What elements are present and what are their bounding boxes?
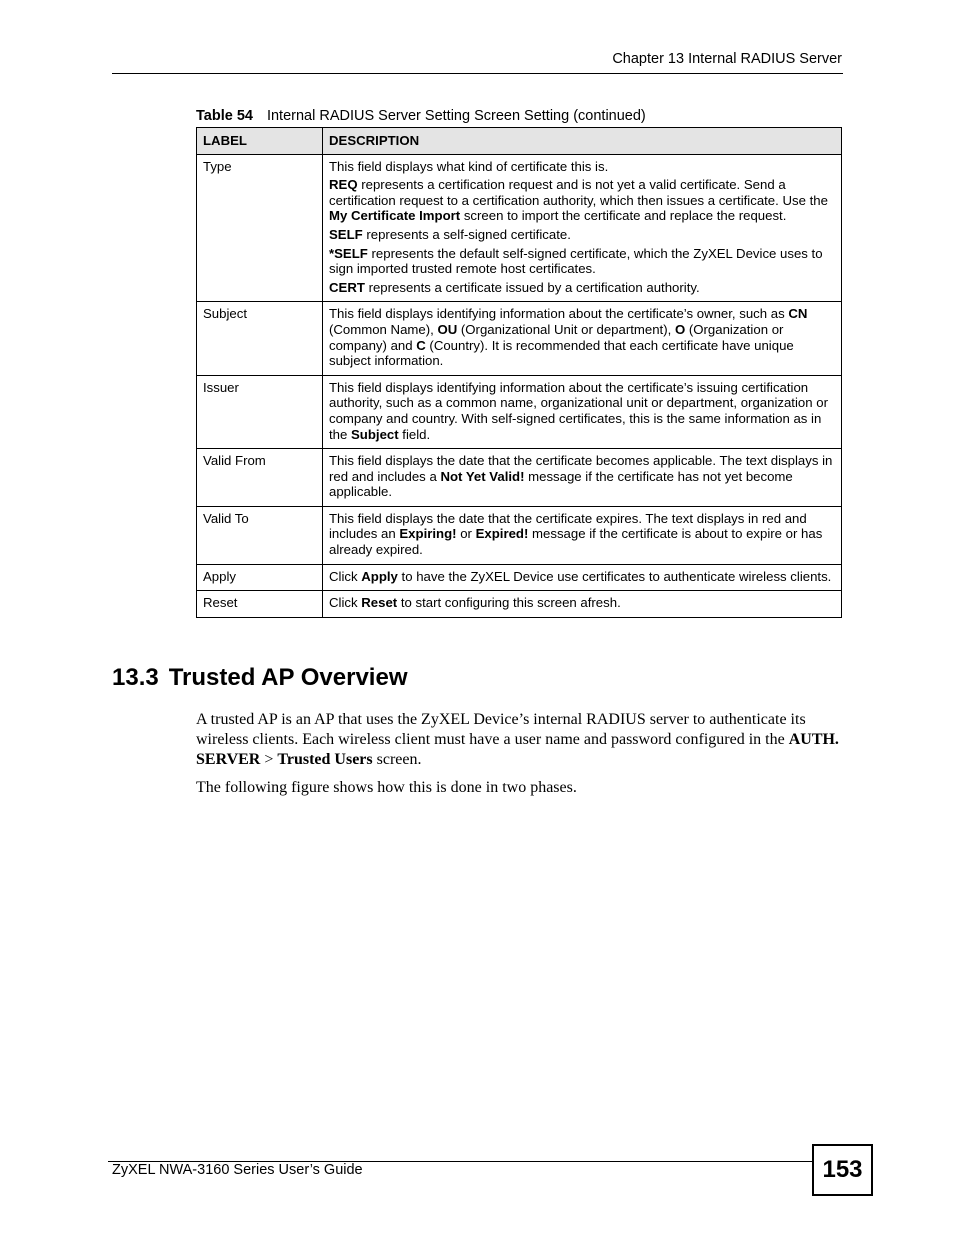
row-label-apply: Apply bbox=[197, 564, 323, 591]
subject-text-5: (Country). It is recommended that each certificate have unique subject information. bbox=[329, 337, 794, 369]
table-number: Table 54 bbox=[196, 108, 253, 124]
table-row bbox=[197, 449, 842, 507]
auth-server-keyword: AUTH. SERVER bbox=[196, 731, 839, 768]
row-label-valid-from: Valid From bbox=[197, 449, 323, 507]
req-text-b: screen to import the certificate and replace the request. bbox=[460, 208, 787, 224]
row-description-subject bbox=[323, 302, 842, 375]
table-row bbox=[197, 591, 842, 618]
table-row bbox=[197, 375, 842, 448]
self-keyword: SELF bbox=[329, 226, 363, 242]
section-heading bbox=[112, 664, 408, 692]
row-label-type: Type bbox=[197, 154, 323, 302]
row-description-valid-to bbox=[323, 506, 842, 564]
body-paragraph-2: The following figure shows how this is done in two phases. bbox=[196, 779, 577, 796]
header-rule bbox=[112, 73, 843, 74]
row-description-type bbox=[323, 154, 842, 302]
cert-keyword: CERT bbox=[329, 279, 365, 295]
reset-text-2: to start configuring this screen afresh. bbox=[397, 595, 621, 611]
page-number: 153 bbox=[812, 1144, 873, 1196]
subject-text-2: (Common Name), bbox=[329, 321, 438, 337]
valid-to-text-3: message if the certificate is about to expire or has already expired. bbox=[329, 526, 823, 558]
valid-from-text-1: This field displays the date that the certificate becomes applicable. The text displays in red and includes a bbox=[329, 453, 833, 484]
row-label-reset: Reset bbox=[197, 591, 323, 618]
type-desc-star-self bbox=[329, 246, 836, 277]
row-label-valid-to: Valid To bbox=[197, 506, 323, 564]
table-row bbox=[197, 506, 842, 564]
cert-text: represents a certificate issued by a certification authority. bbox=[364, 279, 700, 295]
subject-text-3: (Organizational Unit or department), bbox=[457, 321, 675, 337]
table-row bbox=[197, 564, 842, 591]
reset-text-1: Click bbox=[329, 595, 362, 611]
section-number: 13.3 bbox=[112, 664, 159, 691]
table-title: Internal RADIUS Server Setting Screen Setting (continued) bbox=[266, 108, 646, 124]
my-certificate-import-keyword: My Certificate Import bbox=[329, 208, 461, 224]
expired-keyword: Expired! bbox=[475, 526, 529, 542]
row-label-issuer: Issuer bbox=[197, 375, 323, 448]
table-caption bbox=[196, 108, 646, 124]
settings-table bbox=[196, 127, 842, 618]
req-keyword: REQ bbox=[329, 177, 358, 193]
trusted-users-keyword: Trusted Users bbox=[277, 751, 373, 768]
row-description-valid-from bbox=[323, 449, 842, 507]
table-row bbox=[197, 302, 842, 375]
p1-text-a: A trusted AP is an AP that uses the ZyXEL Device’s internal RADIUS server to authenticate its wireless clients. Each wireless client must have a user name and password configured in the bbox=[196, 711, 806, 748]
subject-text-4: (Organization or company) and bbox=[329, 321, 784, 353]
apply-keyword: Apply bbox=[361, 568, 398, 584]
body-paragraph-1 bbox=[196, 710, 846, 770]
c-keyword: C bbox=[416, 337, 426, 353]
cn-keyword: CN bbox=[788, 306, 808, 322]
valid-to-text-1: This field displays the date that the certificate expires. The text displays in red and includes an bbox=[329, 510, 807, 542]
row-description-apply bbox=[323, 564, 842, 591]
p1-text-b: > bbox=[260, 751, 278, 768]
subject-keyword: Subject bbox=[351, 426, 399, 442]
valid-to-text-2: or bbox=[456, 526, 476, 542]
type-desc-intro: This field displays what kind of certificate this is. bbox=[329, 158, 609, 174]
subject-text-1: This field displays identifying information about the certificate’s owner, such as bbox=[329, 306, 789, 322]
p1-text-c: screen. bbox=[372, 751, 422, 768]
issuer-text-1: This field displays identifying information about the certificate’s issuing certification authority, such as a common name, organizational unit or department, organization or company and country. With self-signed certificates, this is the same information as in the bbox=[329, 379, 828, 442]
table-header-row bbox=[197, 128, 842, 155]
star-self-text: represents the default self-signed certificate, which the ZyXEL Device uses to sign imported trusted remote host certificates. bbox=[329, 245, 823, 277]
expiring-keyword: Expiring! bbox=[399, 526, 457, 542]
self-text: represents a self-signed certificate. bbox=[362, 226, 571, 242]
row-description-issuer bbox=[323, 375, 842, 448]
apply-text-1: Click bbox=[329, 568, 362, 584]
not-yet-valid-keyword: Not Yet Valid! bbox=[440, 468, 525, 484]
o-keyword: O bbox=[674, 321, 686, 337]
type-desc-self bbox=[329, 227, 836, 243]
row-label-subject: Subject bbox=[197, 302, 323, 375]
row-description-reset bbox=[323, 591, 842, 618]
apply-text-2: to have the ZyXEL Device use certificates to authenticate wireless clients. bbox=[397, 568, 832, 584]
footer-guide-title: ZyXEL NWA-3160 Series User’s Guide bbox=[112, 1162, 363, 1178]
column-header-label: LABEL bbox=[197, 128, 323, 155]
ou-keyword: OU bbox=[437, 321, 458, 337]
star-self-keyword: *SELF bbox=[329, 245, 368, 261]
table-row bbox=[197, 154, 842, 302]
req-text-a: represents a certification request and is not yet a valid certificate. Send a certification request to a certification authority, which then issues a certificate. Use the bbox=[329, 177, 828, 208]
section-title: Trusted AP Overview bbox=[168, 664, 408, 691]
reset-keyword: Reset bbox=[361, 595, 398, 611]
type-desc-cert bbox=[329, 280, 836, 296]
issuer-text-2: field. bbox=[398, 426, 431, 442]
chapter-header: Chapter 13 Internal RADIUS Server bbox=[612, 51, 842, 67]
type-desc-req bbox=[329, 177, 836, 224]
column-header-description: DESCRIPTION bbox=[323, 128, 842, 155]
valid-from-text-2: message if the certificate has not yet become applicable. bbox=[329, 468, 793, 500]
